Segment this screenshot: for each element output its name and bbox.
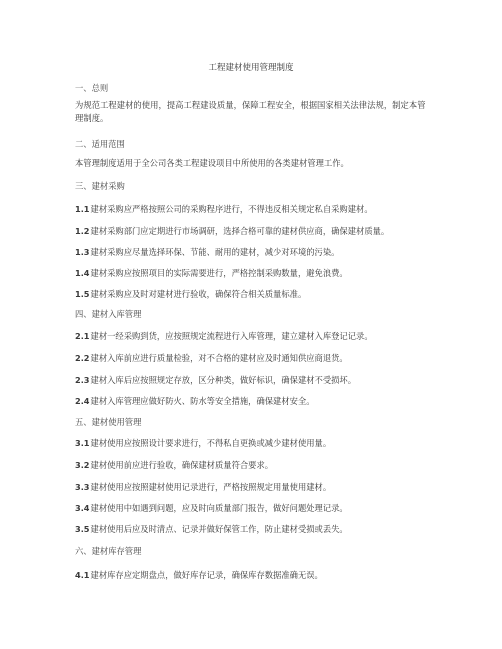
section-heading-warehousing: 四、建材入库管理 xyxy=(75,309,142,319)
item-number: 2.4 xyxy=(75,396,90,406)
list-item xyxy=(75,395,430,407)
item-number: 1.5 xyxy=(75,289,90,299)
item-number: 1.2 xyxy=(75,226,90,236)
item-text: 建材库存应定期盘点，做好库存记录，确保库存数据准确无误。 xyxy=(90,570,323,580)
list-item xyxy=(75,288,430,300)
item-text: 建材一经采购到货，应按照规定流程进行入库管理，建立建材入库登记记录。 xyxy=(90,331,373,341)
item-text: 建材入库前应进行质量检验，对不合格的建材应及时通知供应商退货。 xyxy=(90,353,348,363)
item-number: 3.3 xyxy=(75,482,90,492)
section-heading-usage: 五、建材使用管理 xyxy=(75,417,142,427)
list-item xyxy=(75,330,430,342)
item-text: 建材采购应及时对建材进行验收，确保符合相关质量标准。 xyxy=(90,289,307,299)
item-number: 3.4 xyxy=(75,503,90,513)
section-paragraph-scope: 本管理制度适用于全公司各类工程建设项目中所使用的各类建材管理工作。 xyxy=(75,158,349,168)
list-item xyxy=(75,481,430,493)
item-text: 建材使用应按照建材使用记录进行，严格按照规定用量使用建材。 xyxy=(90,482,332,492)
item-text: 建材使用后应及时清点、记录并做好保管工作，防止建材受损或丢失。 xyxy=(90,524,348,534)
list-item xyxy=(75,374,430,386)
document-title: 工程建材使用管理制度 xyxy=(208,63,294,73)
section-heading-inventory: 六、建材库存管理 xyxy=(75,546,142,556)
list-item xyxy=(75,459,430,471)
item-text: 建材入库后应按照规定存放，区分种类，做好标识，确保建材不受损坏。 xyxy=(90,375,357,385)
section-paragraph-general: 为规范工程建材的使用，提高工程建设质量，保障工程安全，根据国家相关法律法规，制定本管理制度。 xyxy=(75,100,426,123)
item-number: 3.5 xyxy=(75,524,90,534)
list-item xyxy=(75,569,430,581)
list-item xyxy=(75,267,430,279)
section-heading-procurement: 三、建材采购 xyxy=(75,181,125,191)
item-text: 建材采购部门应定期进行市场调研，选择合格可靠的建材供应商，确保建材质量。 xyxy=(90,226,390,236)
item-text: 建材采购应严格按照公司的采购程序进行，不得违反相关规定私自采购建材。 xyxy=(90,204,373,214)
item-number: 4.1 xyxy=(75,570,90,580)
item-text: 建材使用前应进行验收，确保建材质量符合要求。 xyxy=(90,460,274,470)
list-item xyxy=(75,437,430,449)
item-number: 3.1 xyxy=(75,438,90,448)
list-item xyxy=(75,203,430,215)
section-heading-scope: 二、适用范围 xyxy=(75,139,125,149)
item-text: 建材采购应按照项目的实际需要进行，严格控制采购数量，避免浪费。 xyxy=(90,268,348,278)
item-number: 1.1 xyxy=(75,204,90,214)
list-item xyxy=(75,523,430,535)
item-text: 建材使用中如遇到问题，应及时向质量部门报告，做好问题处理记录。 xyxy=(90,503,348,513)
item-text: 建材入库管理应做好防火、防水等安全措施，确保建材安全。 xyxy=(90,396,315,406)
item-text: 建材使用应按照设计要求进行，不得私自更换或减少建材使用量。 xyxy=(90,438,332,448)
item-number: 1.4 xyxy=(75,268,90,278)
list-item xyxy=(75,502,430,514)
item-number: 2.2 xyxy=(75,353,90,363)
item-number: 1.3 xyxy=(75,247,90,257)
item-number: 3.2 xyxy=(75,460,90,470)
section-heading-general: 一、总则 xyxy=(75,83,109,93)
list-item xyxy=(75,352,430,364)
item-text: 建材采购应尽量选择环保、节能、耐用的建材，减少对环境的污染。 xyxy=(90,247,340,257)
list-item xyxy=(75,225,430,237)
list-item xyxy=(75,246,430,258)
item-number: 2.1 xyxy=(75,331,90,341)
item-number: 2.3 xyxy=(75,375,90,385)
